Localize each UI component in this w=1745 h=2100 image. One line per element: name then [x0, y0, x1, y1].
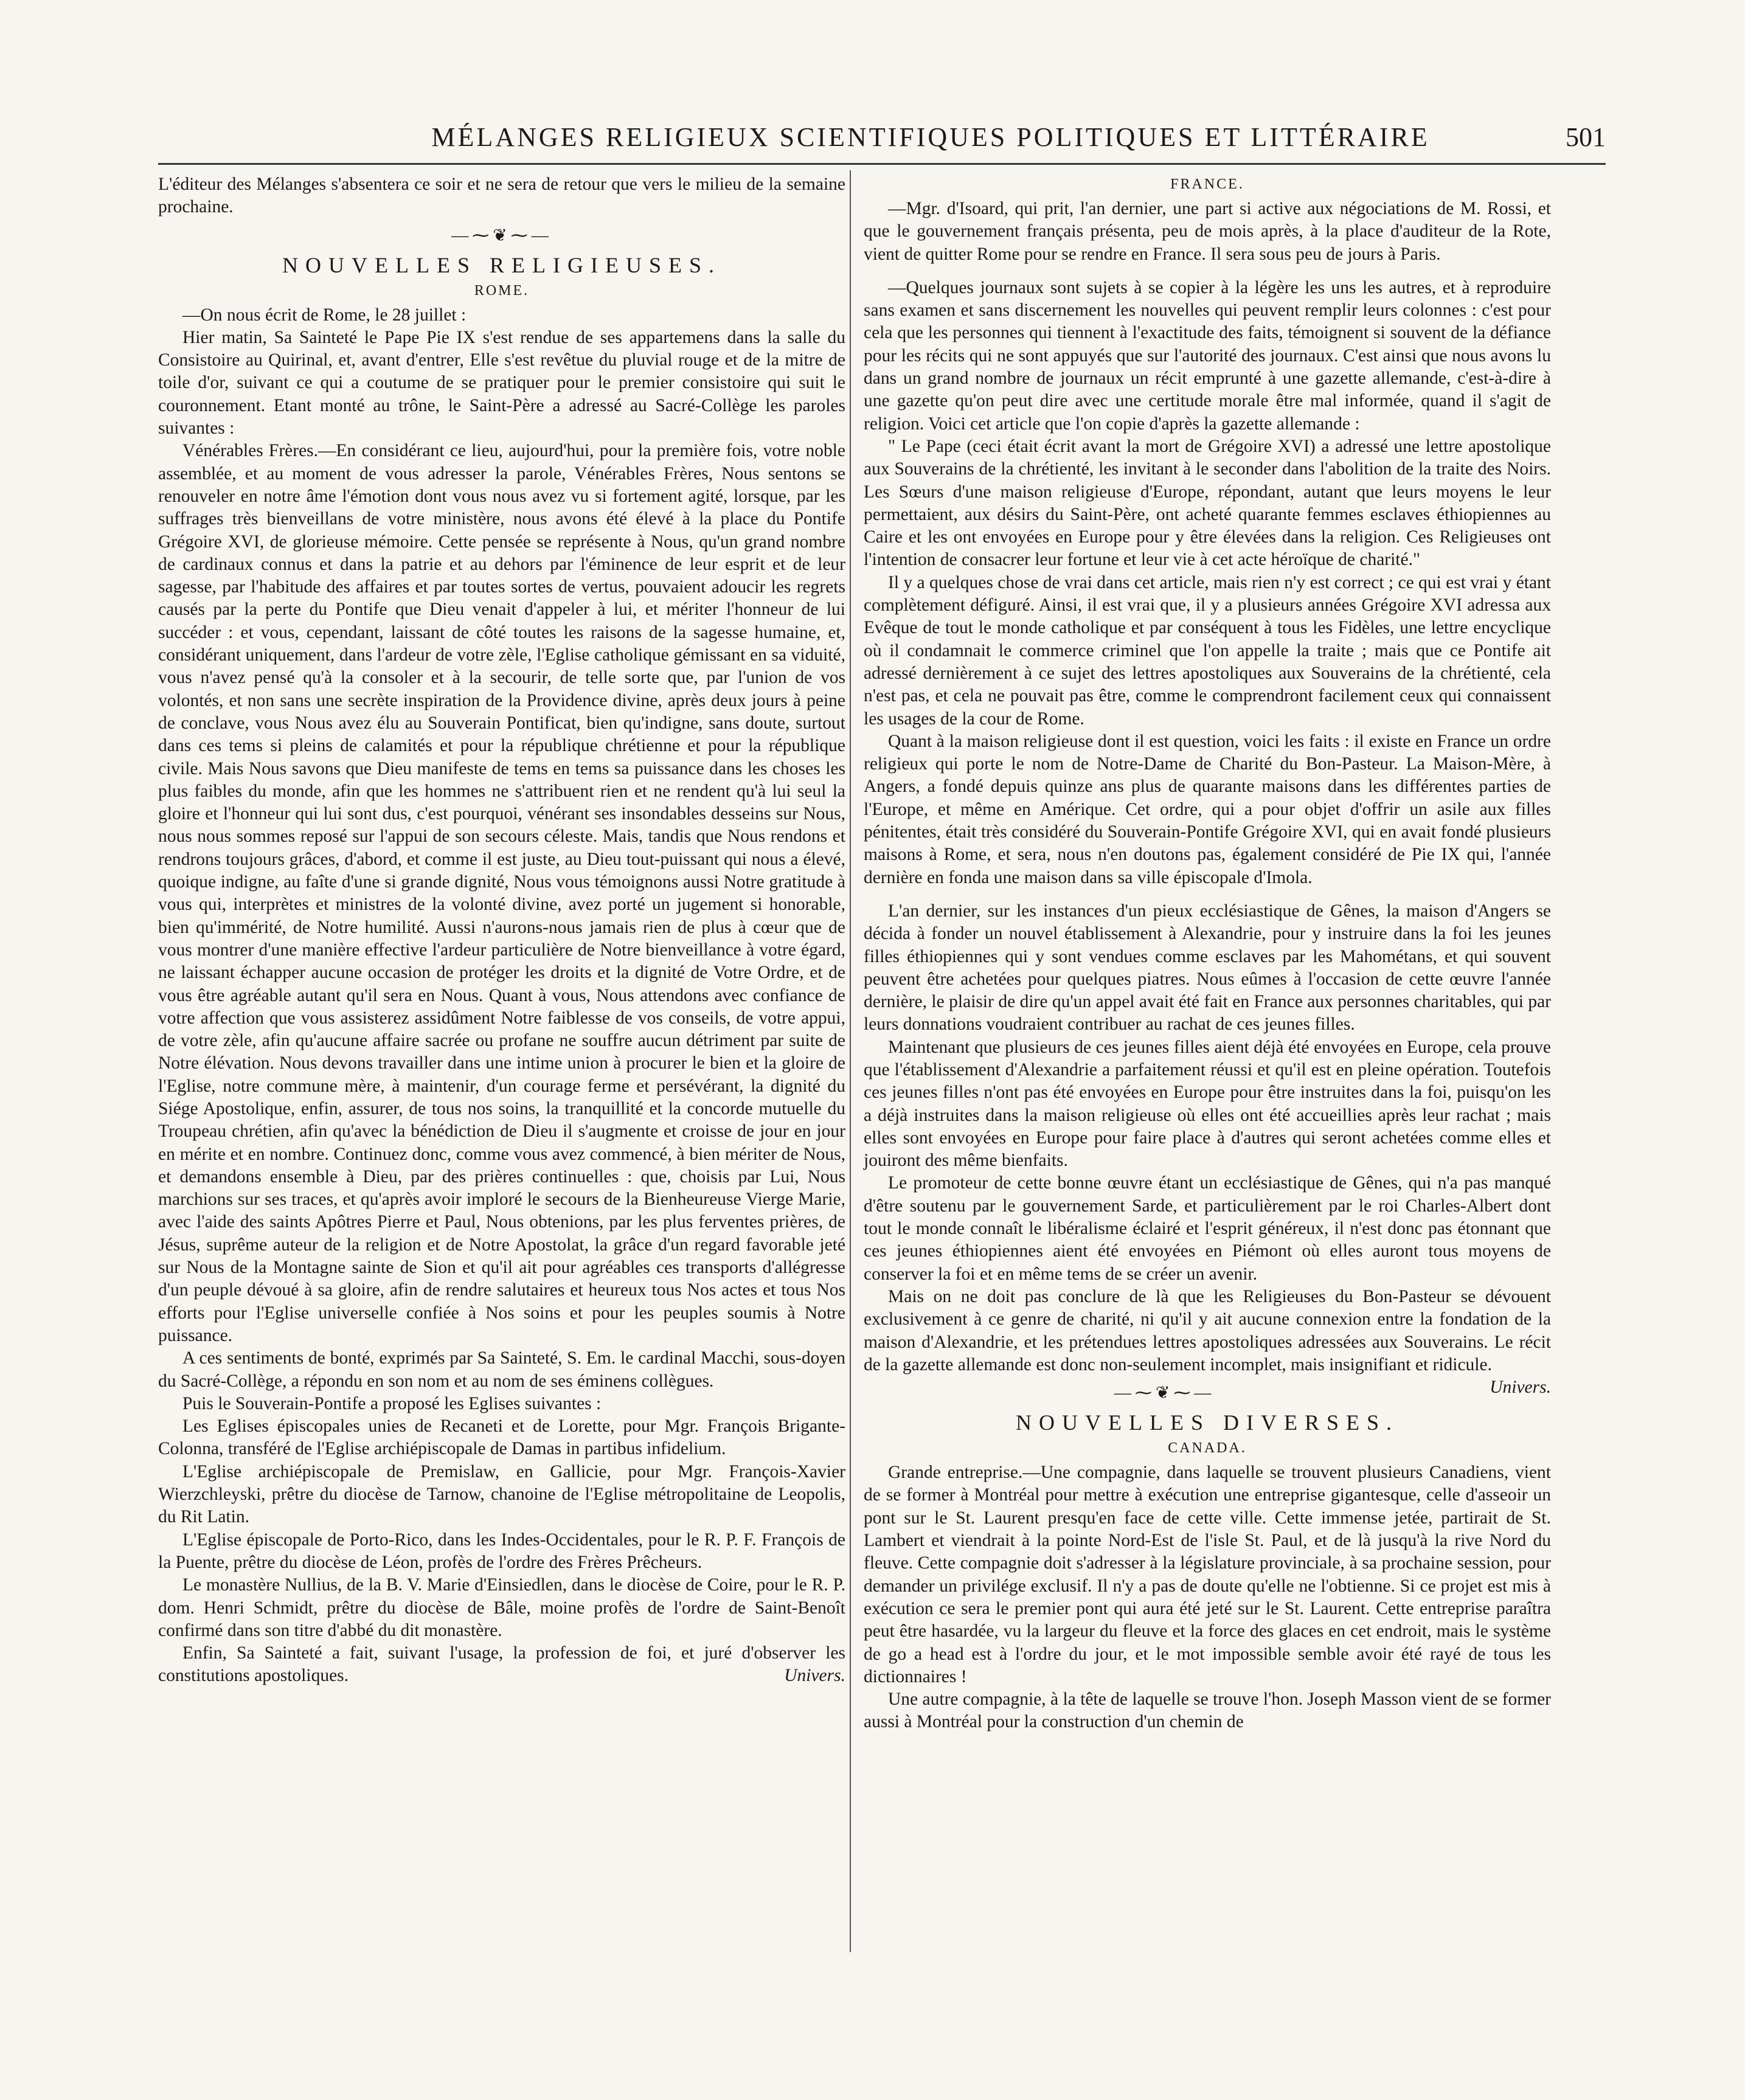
paragraph: Maintenant que plusieurs de ces jeunes filles aient déjà été envoyées en Europe, cela prouve que l'établissement d'Alexandrie a parfaitement réussi et qu'il est en pleine opération. Toutefois ces jeunes filles n'ont pas été envoyées en Europe pour être instruites dans la foi, puisqu'on les a déjà instruites dans la maison religieuse où elles ont été accueillies après leur rachat ; mais elles sont envoyées en Europe pour faire place à d'autres qui seront achetées comme elles et jouiront des même bienfaits.	[864, 1037, 1551, 1171]
paragraph-text: Enfin, Sa Sainteté a fait, suivant l'usage, la profession de foi, et juré d'observer les constitutions apostoliques.	[158, 1643, 845, 1686]
column-divider	[850, 170, 851, 1952]
quoted-article: " Le Pape (ceci était écrit avant la mort de Grégoire XVI) a adressé une lettre apostolique aux Souverains de la chrétienté, les invitant à le seconder dans l'abolition de la traite des Noirs. Les Sœurs d'une maison religieuse d'Europe, répondant, autant que leurs moyens le leur permettaient, aux désirs du Saint-Père, ont acheté quarante femmes esclaves éthiopiennes au Caire et les ont envoyées en Europe pour y être élevées dans la religion. Ces Religieuses ont l'intention de consacrer leur fortune et leur vie à cet acte héroïque de charité."	[864, 436, 1551, 570]
paragraph: Grande entreprise.—Une compagnie, dans laquelle se trouvent plusieurs Canadiens, vient de se former à Montréal pour mettre à exécution une entreprise gigantesque, celle d'asseoir un pont sur le St. Laurent presqu'en face de cette ville. Cette immense jetée, partirait de St. Lambert et viendrait à la pointe Nord-Est de l'isle St. Paul, et de là jusqu'à la rive Nord du fleuve. Cette compagnie doit s'adresser à la législature provinciale, à sa prochaine session, pour demander un privilége exclusif. Il n'y a pas de doute qu'elle ne l'obtienne. Si ce projet est mis à exécution ce sera le premier pont qui aura été jeté sur le St. Laurent. Cette entreprise paraîtra peut être hasardée, vu la largeur du fleuve et la force des glaces en cet endroit, mais le système de go a head est à l'ordre du jour, et le mot impossible semble avoir été rayé de tous les dictionnaires !	[864, 1463, 1551, 1686]
paragraph: Une autre compagnie, à la tête de laquelle se trouve l'hon. Joseph Masson vient de se former aussi à Montréal pour la construction d'un chemin de	[864, 1689, 1551, 1732]
paragraph: Le promoteur de cette bonne œuvre étant un ecclésiastique de Gênes, qui n'a pas manqué d'être soutenu par le gouvernement Sarde, et particulièrement par le roi Charles-Albert dont tout le monde connaît le libéralisme éclairé et l'esprit généreux, il n'est donc pas étonnant que ces jeunes éthiopiennes aient été envoyées en Piémont où elles auront tous moyens de conserver la foi et en même tems de se créer un avenir.	[864, 1173, 1551, 1284]
paragraph: —Mgr. d'Isoard, qui prit, l'an dernier, une part si active aux négociations de M. Rossi, et que le gouvernement français présenta, peu de mois après, à la place d'auditeur de la Rote, vient de quitter Rome pour se rendre en France. Il sera sous peu de jours à Paris.	[864, 199, 1551, 264]
header-rule	[158, 163, 1606, 165]
paragraph: L'Eglise archiépiscopale de Premislaw, en Gallicie, pour Mgr. François-Xavier Wierzchleyski, prêtre du diocèse de Tarnow, chanoine de l'Eglise métropolitaine de Leopolis, du Rit Latin.	[158, 1461, 845, 1527]
paragraph: Quant à la maison religieuse dont il est question, voici les faits : il existe en France un ordre religieux qui porte le nom de Notre-Dame de Charité du Bon-Pasteur. La Maison-Mère, à Angers, a fondé depuis quinze ans plus de quarante maisons dans les différentes parties de l'Europe, et même en Amérique. Cet ordre, qui a pour objet d'offrir un asile aux filles pénitentes, était très considéré du Souverain-Pontife Grégoire XVI, qui en avait fondé plusieurs maisons à Rome, et sera, nous n'en doutons pas, également considéré de Pie IX qui, l'année dernière en fonda une maison dans sa ville épiscopale d'Imola.	[864, 731, 1551, 887]
editor-notice: L'éditeur des Mélanges s'absentera ce soir et ne sera de retour que vers le milieu de la semaine prochaine.	[158, 175, 845, 217]
page-header	[158, 122, 1606, 164]
paragraph	[158, 1642, 845, 1688]
right-column	[864, 173, 1551, 1734]
source-signature: Univers.	[1490, 1377, 1551, 1398]
place-heading-rome: ROME.	[474, 282, 530, 299]
place-heading-france: FRANCE.	[1170, 176, 1244, 192]
dateline: —On nous écrit de Rome, le 28 juillet :	[182, 305, 467, 325]
paragraph: Puis le Souverain-Pontife a proposé les Eglises suivantes :	[182, 1393, 602, 1413]
section-title-diverse: NOUVELLES DIVERSES.	[1016, 1410, 1399, 1435]
ornament-divider: —⁓❦⁓—	[451, 226, 552, 245]
paragraph: —Quelques journaux sont sujets à se copier à la légère les uns les autres, et à reproduire sans examen et sans discernement les nouvelles qui peuvent remplir leurs colonnes : c'est pour cela que les personnes qui tiennent à l'exactitude des faits, témoignent si souvent de la défiance pour les récits qui ne sont appuyés que sur l'autorité des journaux. C'est ainsi que nous avons lu dans un grand nombre de journaux un récit emprunté à une gazette allemande, c'est-à-dire à une gazette qu'on peut dire avec une certitude morale être mal informée, quand il s'agit de religion. Voici cet article que l'on copie d'après la gazette allemande :	[864, 277, 1551, 434]
ornament-divider: —⁓❦⁓—	[1114, 1384, 1215, 1403]
source-signature: Univers.	[784, 1666, 845, 1686]
place-heading-canada: CANADA.	[1168, 1440, 1247, 1457]
paragraph: L'an dernier, sur les instances d'un pieux ecclésiastique de Gênes, la maison d'Angers se décida à fonder un nouvel établissement à Alexandrie, pour y instruire dans la foi les jeunes filles éthiopiennes qui y sont vendues comme esclaves par les Mahométans, et qui souvent peuvent être achetées pour quelques piatres. Nous eûmes à l'occasion de cette œuvre l'année dernière, le plaisir de dire qu'un appel avait été fait en France aux personnes charitables, qui par leurs donnations voudraient contribuer au rachat de ces jeunes filles.	[864, 901, 1551, 1034]
paragraph: Hier matin, Sa Sainteté le Pape Pie IX s'est rendue de ses appartemens dans la salle du Consistoire au Quirinal, et, avant d'entrer, Elle s'est revêtue du pluvial rouge et de la mitre de toile d'or, suivant ce qui a coutume de se pratiquer pour le premier consistoire qui suit le couronnement. Etant monté au trône, le Saint-Père a adressé au Sacré-Collège les paroles suivantes :	[158, 327, 845, 438]
paragraph: Il y a quelques chose de vrai dans cet article, mais rien n'y est correct ; ce qui est vrai y étant complètement défiguré. Ainsi, il est vrai que, il y a plusieurs années Grégoire XVI adressa aux Evêque de tout le monde catholique et par conséquent à tous les Fidèles, une lettre encyclique où il condamnait le commerce criminel que l'on appelle la traite ; mais que ce Pontife ait adressé dernièrement à ce sujet des lettres apostoliques aux Souverains de la chrétienté, cela n'est pas, et cela ne pouvait pas être, comme le comprendront facilement ceux qui connaissent les usages de la cour de Rome.	[864, 572, 1551, 729]
paragraph	[864, 1286, 1551, 1398]
paragraph: Le monastère Nullius, de la B. V. Marie d'Einsiedlen, dans le diocèse de Coire, pour le R. P. dom. Henri Schmidt, prêtre du diocèse de Bâle, moine profès de l'ordre de Saint-Benoît confirmé dans son titre d'abbé du dit monastère.	[158, 1575, 845, 1640]
paragraph-text: Mais on ne doit pas conclure de là que les Religieuses du Bon-Pasteur se dévouent exclusivement à ce genre de charité, ni qu'il y ait aucune connexion entre la fondation de la maison d'Alexandrie, et les prétendues lettres apostoliques adressées aux Souverains. Le récit de la gazette allemande est donc non-seulement incomplet, mais insignifiant et ridicule.	[864, 1286, 1551, 1374]
paragraph: Les Eglises épiscopales unies de Recaneti et de Lorette, pour Mgr. François Brigante-Colonna, transféré de l'Eglise archiépiscopale de Damas in partibus infidelium.	[158, 1416, 845, 1459]
paragraph: A ces sentiments de bonté, exprimés par Sa Sainteté, S. Em. le cardinal Macchi, sous-doyen du Sacré-Collège, a répondu en son nom et au nom de ses éminens collègues.	[158, 1348, 845, 1391]
running-title: MÉLANGES RELIGIEUX SCIENTIFIQUES POLITIQUES ET LITTÉRAIRE	[431, 122, 1430, 152]
section-title-religious: NOUVELLES RELIGIEUSES.	[282, 252, 721, 277]
allocution-paragraph: Vénérables Frères.—En considérant ce lieu, aujourd'hui, pour la première fois, votre noble assemblée, et au moment de vous adresser la parole, Vénérables Frères, Nous sentons se renouveler en notre âme l'émotion dont vous nous avez vu si fortement agité, lorsque, par les suffrages très bienveillans de votre ministère, nous avons été élevé à la place du Pontife Grégoire XVI, de glorieuse mémoire. Cette pensée se représente à Nous, qu'un grand nombre de cardinaux connus et dans la patrie et au dehors par l'éminence de leur esprit et de leur sagesse, par l'habitude des affaires et par toutes sortes de vertus, pouvaient adoucir les regrets causés par la perte du Pontife que Dieu venait d'appeler à lui, et mériter l'honneur de lui succéder : et vous, cependant, laissant de côté toutes les raisons de la sagesse humaine, et, considérant uniquement, dans l'ardeur de votre zèle, l'Eglise catholique gémissant en sa viduité, vous n'avez pensé qu'à la consoler et à la secourir, de telle sorte que, par l'union de vos volontés, et non sans une secrète inspiration de la Providence divine, après deux jours à peine de conclave, vous Nous avez élu au Souverain Pontificat, bien qu'indigne, sans doute, surtout dans ces tems si pleins de calamités et pour la république chrétienne et pour la république civile. Mais Nous savons que Dieu manifeste de tems en tems sa puissance dans les choses les plus faibles du monde, afin que les hommes ne s'attribuent rien et ne rendent qu'à lui seul la gloire et l'honneur qui lui sont dus, c'est pourquoi, vénérant ses insondables desseins sur Nous, nous nous sommes reposé sur l'appui de son secours céleste. Mais, tandis que Nous rendons et rendrons toujours grâces, d'abord, et comme il est juste, au Dieu tout-puissant qui nous a élevé, quoique indigne, au faîte d'une si grande dignité, Nous vous témoignons aussi Notre gratitude à vous qui, interprètes et ministres de la volonté divine, avez porté un jugement si honorable, bien qu'immérité, de Notre humilité. Aussi n'aurons-nous jamais rien de plus à cœur que de vous montrer d'une manière effective l'ardeur particulière de Notre bienveillance à votre égard, ne laissant échapper aucune occasion de protéger les droits et la dignité de Votre Ordre, et de vous être agréable autant qu'il sera en Nous. Quant à vous, Nous attendons avec confiance de votre affection que vous assisterez assidûment Notre faiblesse de vos conseils, de votre appui, de votre zèle, afin qu'aucune affaire sacrée ou profane ne souffre aucun détriment par suite de Notre élévation. Nous devons travailler dans une intime union à procurer le bien et la gloire de l'Eglise, notre commune mère, à maintenir, d'un courage ferme et persévérant, la dignité du Siége Apostolique, enfin, assurer, de tous nos soins, la tranquillité et la concorde mutuelle du Troupeau chrétien, afin qu'avec la bénédiction de Dieu il s'augmente et croisse de jour en jour en mérite et en nombre. Continuez donc, comme vous avez commencé, à bien mériter de Nous, et demandons ensemble à Dieu, par des prières continuelles : que, choisis par Lui, Nous marchions sur ses traces, et qu'après avoir imploré le secours de la Bienheureuse Vierge Marie, avec l'aide des saints Apôtres Pierre et Paul, Nous obtenions, par les plus ferventes prières, de Jésus, suprême auteur de la religion et de Notre Apostolat, la grâce d'un regard favorable jeté sur Nous de la Montagne sainte de Sion et qu'il ait pour agréables ces transports d'allégresse d'un peuple dévoué à sa gloire, afin de rendre salutaires et heureux tous Nos actes et tous Nos efforts pour l'Eglise universelle confiée à Nos soins et pour les peuples soumis à Notre puissance.	[158, 441, 845, 1345]
paragraph: L'Eglise épiscopale de Porto-Rico, dans les Indes-Occidentales, pour le R. P. F. François de la Puente, prêtre du diocèse de Léon, profès de l'ordre des Frères Prêcheurs.	[158, 1530, 845, 1572]
page-number: 501	[1566, 122, 1606, 152]
left-column	[158, 173, 845, 1688]
